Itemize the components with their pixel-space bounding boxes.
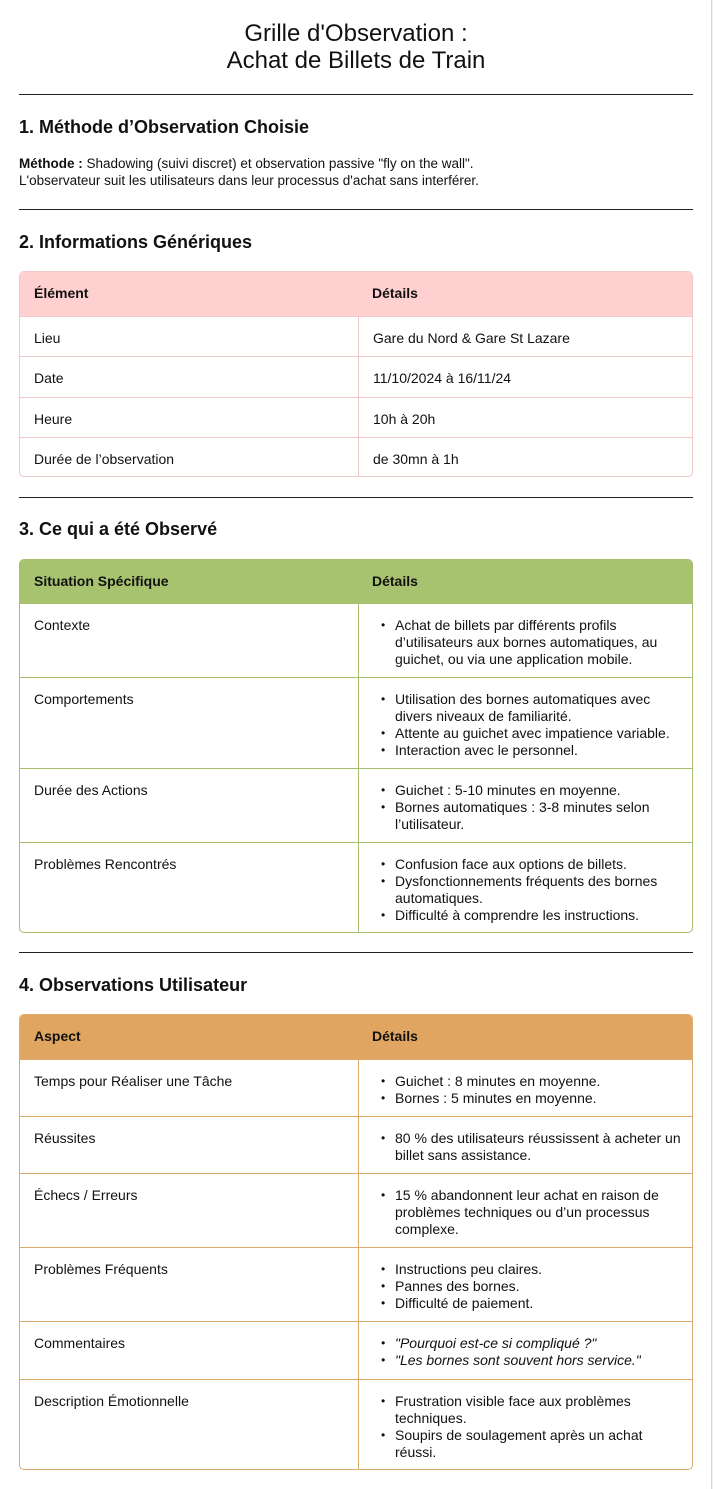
row-label: Échecs / Erreurs — [34, 1187, 138, 1203]
list-item: • 80 % des utilisateurs réussissent à acheter un billet sans assistance. — [373, 1130, 686, 1164]
table-row — [20, 1247, 693, 1322]
list-item: • Difficulté de paiement. — [373, 1295, 686, 1312]
row-details — [358, 843, 693, 933]
row-details — [358, 1248, 693, 1322]
row-label: Problèmes Rencontrés — [34, 856, 177, 872]
list-item: • Utilisation des bornes automatiques avec divers niveaux de familiarité. — [373, 691, 686, 725]
row-label: Problèmes Fréquents — [34, 1261, 168, 1277]
user-observations-table — [19, 1014, 693, 1470]
section-4-heading: 4. Observations Utilisateur — [19, 975, 248, 995]
column-header-aspect: Aspect — [34, 1028, 81, 1044]
row-label: Comportements — [34, 691, 134, 707]
table-header-row — [20, 1015, 693, 1059]
divider — [19, 497, 693, 498]
section-3-heading: 3. Ce qui a été Observé — [19, 519, 218, 539]
list-item: • Attente au guichet avec impatience variable. — [373, 725, 686, 742]
row-details — [358, 1060, 693, 1117]
page-title-line-2: Achat de Billets de Train — [226, 47, 486, 74]
list-item: • Guichet : 5-10 minutes en moyenne. — [373, 782, 686, 799]
table-row — [20, 437, 693, 477]
row-label: Commentaires — [34, 1335, 126, 1351]
table-row — [20, 356, 693, 397]
row-label: Temps pour Réaliser une Tâche — [34, 1073, 233, 1089]
table-row — [20, 603, 693, 678]
divider — [19, 209, 693, 210]
method-paragraph — [19, 156, 474, 172]
table-row — [20, 677, 693, 769]
row-label: Date — [34, 370, 64, 386]
table-row — [20, 1379, 693, 1470]
row-value: 10h à 20h — [358, 398, 693, 438]
list-item: • Soupirs de soulagement après un achat réussi. — [373, 1427, 686, 1461]
list-item: • Frustration visible face aux problèmes techniques. — [373, 1393, 686, 1427]
list-item: • Bornes automatiques : 3-8 minutes selon l’utilisateur. — [373, 799, 686, 833]
table-row — [20, 397, 693, 438]
table-header-row — [20, 272, 693, 316]
section-1-heading: 1. Méthode d’Observation Choisie — [19, 117, 310, 137]
table-row — [20, 1321, 693, 1379]
row-label: Lieu — [34, 330, 61, 346]
row-label: Réussites — [34, 1130, 96, 1146]
quote-item: • "Pourquoi est-ce si compliqué ?" — [373, 1335, 686, 1352]
list-item: • Difficulté à comprendre les instructions. — [373, 907, 686, 924]
row-value: de 30mn à 1h — [358, 438, 693, 477]
column-header-situation: Situation Spécifique — [34, 573, 169, 589]
table-row — [20, 842, 693, 933]
row-label: Description Émotionnelle — [34, 1393, 189, 1409]
table-header-row — [20, 560, 693, 603]
column-header-details: Détails — [372, 285, 418, 301]
row-label: Contexte — [34, 617, 91, 633]
divider — [19, 952, 693, 953]
list-item: • Interaction avec le personnel. — [373, 742, 686, 759]
row-details — [358, 769, 693, 843]
table-row — [20, 768, 693, 843]
list-item: • 15 % abandonnent leur achat en raison de problèmes techniques ou d’un processus complexe. — [373, 1187, 686, 1238]
row-value: Gare du Nord & Gare St Lazare — [358, 317, 693, 357]
row-details — [358, 678, 693, 769]
row-details — [358, 1174, 693, 1248]
list-item: • Pannes des bornes. — [373, 1278, 686, 1295]
column-header-details: Détails — [372, 573, 418, 589]
method-label: Méthode : — [19, 156, 83, 171]
list-item: • Confusion face aux options de billets. — [373, 856, 686, 873]
table-row — [20, 1173, 693, 1248]
row-label: Durée de l’observation — [34, 451, 175, 467]
table-row — [20, 1059, 693, 1117]
list-item: • Bornes : 5 minutes en moyenne. — [373, 1090, 686, 1107]
column-header-details: Détails — [372, 1028, 418, 1044]
row-details — [358, 604, 693, 678]
divider — [19, 94, 693, 95]
generic-info-table — [19, 271, 693, 477]
list-item: • Achat de billets par différents profils d’utilisateurs aux bornes automatiques, au guichet, ou via une application mobile. — [373, 617, 686, 668]
page-title-line-1: Grille d'Observation : — [244, 20, 468, 47]
method-line-2: L'observateur suit les utilisateurs dans leur processus d'achat sans interférer. — [19, 173, 479, 188]
quote-item: • "Les bornes sont souvent hors service." — [373, 1352, 686, 1369]
row-details — [358, 1117, 693, 1174]
row-label: Durée des Actions — [34, 782, 148, 798]
list-item: • Instructions peu claires. — [373, 1261, 686, 1278]
method-text: Shadowing (suivi discret) et observation passive "fly on the wall". — [82, 156, 474, 171]
observed-table — [19, 559, 693, 933]
column-header-element: Élément — [34, 285, 89, 301]
row-details — [358, 1380, 693, 1470]
row-label: Heure — [34, 411, 73, 427]
section-2-heading: 2. Informations Génériques — [19, 232, 253, 252]
row-value: 11/10/2024 à 16/11/24 — [358, 357, 693, 397]
row-details — [358, 1322, 693, 1379]
table-row — [20, 316, 693, 357]
list-item: • Dysfonctionnements fréquents des bornes automatiques. — [373, 873, 686, 907]
table-row — [20, 1116, 693, 1174]
list-item: • Guichet : 8 minutes en moyenne. — [373, 1073, 686, 1090]
